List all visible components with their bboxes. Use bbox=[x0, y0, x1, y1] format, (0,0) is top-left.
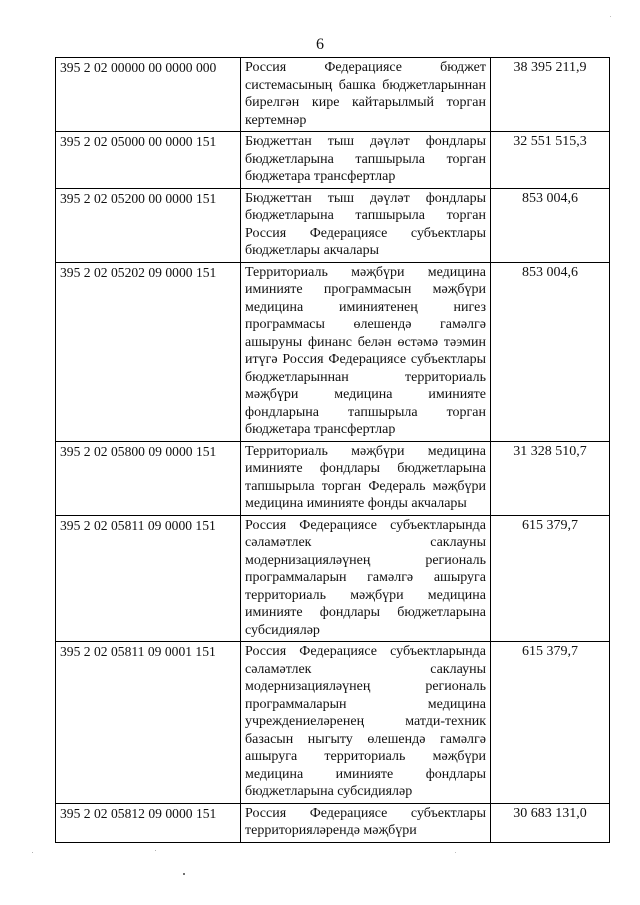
revenue-amount: 853 004,6 bbox=[491, 188, 610, 262]
scan-speck bbox=[155, 850, 156, 851]
scan-speck bbox=[32, 852, 33, 853]
classification-code: 395 2 02 05800 09 0000 151 bbox=[56, 441, 241, 515]
scan-speck bbox=[455, 852, 456, 853]
revenue-description: Россия Федерациясе субъектлары территорияләрендә мәҗбүри bbox=[241, 803, 491, 842]
revenue-description: Бюджеттан тыш дәүләт фондлары бюджетларына тапшырыла торган Россия Федерациясе субъектлары бюджетлары акчалары bbox=[241, 188, 491, 262]
scan-speck bbox=[610, 16, 611, 17]
page-number: 6 bbox=[316, 36, 324, 53]
revenue-description: Россия Федерациясе субъектларында сәламәтлек саклауны модернизацияләүнең региональ программаларын медицина учреждениеләренең матди-техник базасын ныгыту өлешендә гамәлгә ашыруга территориаль мәҗбүри медицина иминияте фондлары бюджетларына субсидияләр bbox=[241, 642, 491, 804]
classification-code: 395 2 02 00000 00 0000 000 bbox=[56, 58, 241, 132]
table-row bbox=[56, 188, 610, 262]
revenue-amount: 38 395 211,9 bbox=[491, 58, 610, 132]
classification-code: 395 2 02 05000 00 0000 151 bbox=[56, 132, 241, 189]
table-row bbox=[56, 441, 610, 515]
revenue-amount: 615 379,7 bbox=[491, 515, 610, 642]
table-row bbox=[56, 515, 610, 642]
classification-code: 395 2 02 05811 09 0001 151 bbox=[56, 642, 241, 804]
budget-revenue-table bbox=[55, 57, 610, 843]
classification-code: 395 2 02 05811 09 0000 151 bbox=[56, 515, 241, 642]
table-row bbox=[56, 642, 610, 804]
revenue-amount: 615 379,7 bbox=[491, 642, 610, 804]
revenue-description: Территориаль мәҗбүри медицина иминияте программасын мәҗбүри медицина иминиятенең нигез программасы өлешендә гамәлгә ашыруны финанс белән өстәмә тәэмин итүгә Россия Федерациясе субъектлары бюджетларыннан территориаль мәҗбүри медицина иминияте фондларына тапшырыла торган бюджетара трансфертлар bbox=[241, 262, 491, 441]
revenue-amount: 30 683 131,0 bbox=[491, 803, 610, 842]
classification-code: 395 2 02 05200 00 0000 151 bbox=[56, 188, 241, 262]
classification-code: 395 2 02 05812 09 0000 151 bbox=[56, 803, 241, 842]
table-row bbox=[56, 262, 610, 441]
revenue-description: Россия Федерациясе субъектларында сәламәтлек саклауны модернизацияләүнең региональ программаларын гамәлгә ашыруга территориаль мәҗбүри медицина иминияте фондлары бюджетларына субсидияләр bbox=[241, 515, 491, 642]
revenue-amount: 31 328 510,7 bbox=[491, 441, 610, 515]
table-row bbox=[56, 803, 610, 842]
revenue-amount: 32 551 515,3 bbox=[491, 132, 610, 189]
revenue-description: Бюджеттан тыш дәүләт фондлары бюджетларына тапшырыла торган бюджетара трансфертлар bbox=[241, 132, 491, 189]
scan-speck bbox=[183, 873, 185, 875]
table-row bbox=[56, 132, 610, 189]
revenue-amount: 853 004,6 bbox=[491, 262, 610, 441]
classification-code: 395 2 02 05202 09 0000 151 bbox=[56, 262, 241, 441]
revenue-description: Территориаль мәҗбүри медицина иминияте фондлары бюджетларына тапшырыла торган Федераль мәҗбүри медицина иминияте фонды акчалары bbox=[241, 441, 491, 515]
revenue-description: Россия Федерациясе бюджет системасының башка бюджетларыннан бирелгән кире кайтарылмый торган кертемнәр bbox=[241, 58, 491, 132]
table-row bbox=[56, 58, 610, 132]
